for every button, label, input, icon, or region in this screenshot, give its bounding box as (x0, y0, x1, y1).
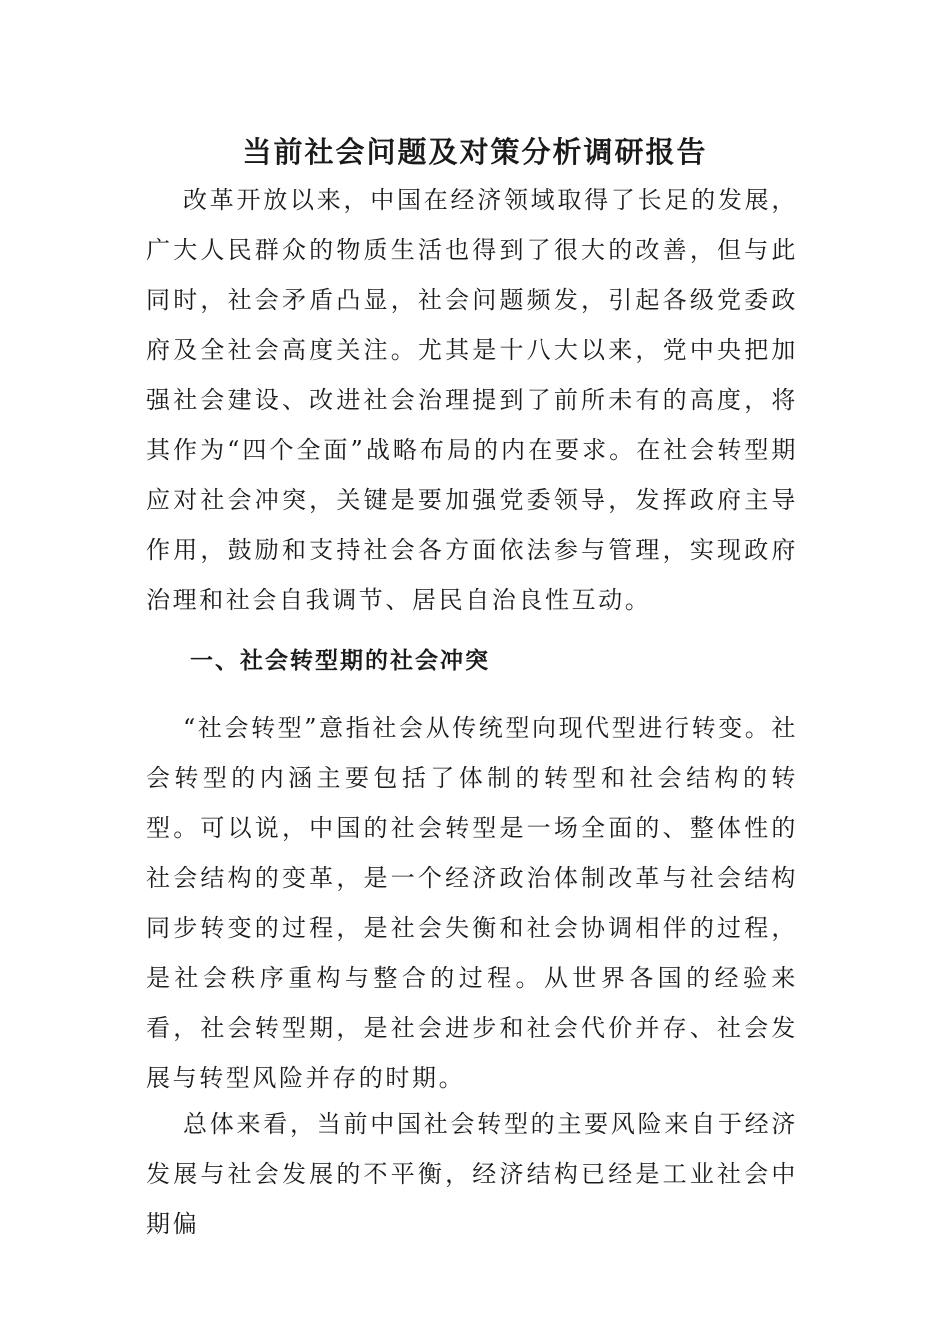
document-title: 当前社会问题及对策分析调研报告 (242, 135, 708, 169)
paragraph-overall-risk: 总体来看，当前中国社会转型的主要风险来自于经济发展与社会发展的不平衡，经济结构已经是工业社会中期偏 (146, 1110, 798, 1238)
paragraph-social-transition: “社会转型”意指社会从传统型向现代型进行转变。社会转型的内涵主要包括了体制的转型和社会结构的转型。可以说，中国的社会转型是一场全面的、整体性的社会结构的变革，是一个经济政治体制改革与社会结构同步转变的过程，是社会失衡和社会协调相伴的过程，是社会秩序重构与整合的过程。从世界各国的经验来看，社会转型期，是社会进步和社会代价并存、社会发展与转型风险并存的时期。 (146, 714, 798, 1092)
section-heading: 一、社会转型期的社会冲突 (190, 648, 490, 674)
paragraph-intro: 改革开放以来，中国在经济领域取得了长足的发展，广大人民群众的物质生活也得到了很大的改善，但与此同时，社会矛盾凸显，社会问题频发，引起各级党委政府及全社会高度关注。尤其是十八大以来，党中央把加强社会建设、改进社会治理提到了前所未有的高度，将其作为“四个全面”战略布局的内在要求。在社会转型期应对社会冲突，关键是要加强党委领导，发挥政府主导作用，鼓励和支持社会各方面依法参与管理，实现政府治理和社会自我调节、居民自治良性互动。 (146, 186, 798, 614)
